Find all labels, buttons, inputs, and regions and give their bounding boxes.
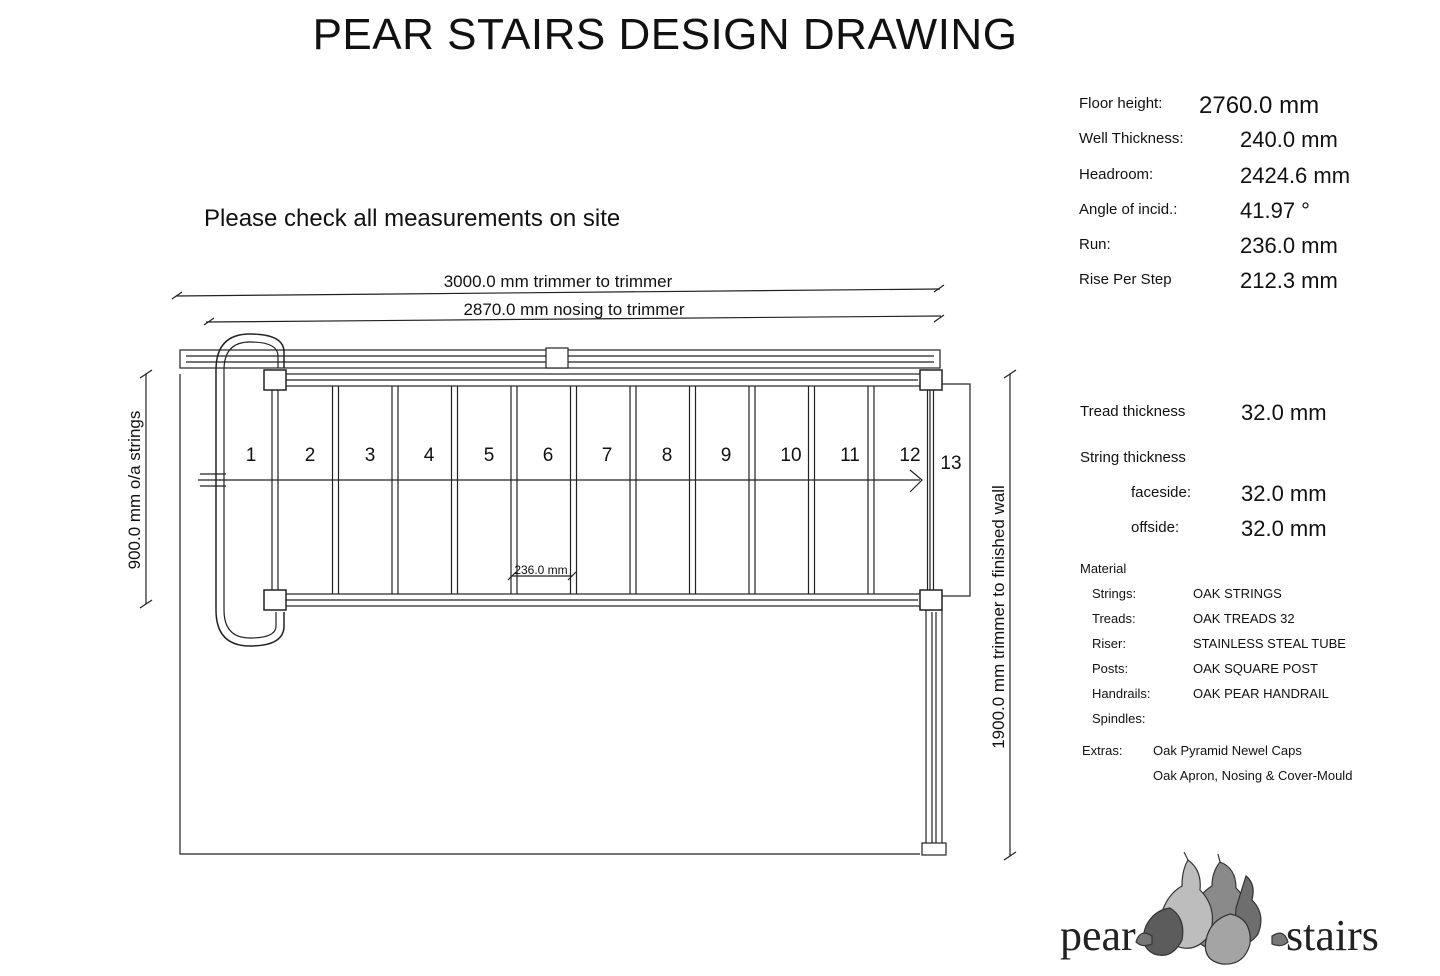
- extras-item: Oak Pyramid Newel Caps: [1153, 743, 1302, 758]
- newel-post: [264, 370, 286, 390]
- faceside-value: 32.0 mm: [1241, 481, 1327, 506]
- step-number: 7: [601, 445, 613, 466]
- offside-value: 32.0 mm: [1241, 516, 1327, 541]
- material-label: Treads:: [1092, 611, 1136, 626]
- material-value: OAK PEAR HANDRAIL: [1193, 686, 1329, 701]
- material-label: Strings:: [1092, 586, 1137, 601]
- step-number: 10: [780, 445, 802, 466]
- spec-value: 2760.0 mm: [1199, 92, 1320, 119]
- pear-stairs-logo: [1060, 848, 1390, 972]
- tread-thickness-label: Tread thickness: [1080, 403, 1186, 420]
- extras-item: Oak Apron, Nosing & Cover-Mould: [1153, 768, 1353, 783]
- dim-label-trimmer: 3000.0 mm trimmer to trimmer: [443, 272, 673, 291]
- step-number: 6: [542, 445, 554, 466]
- logo-word-right: stairs: [1286, 911, 1379, 960]
- step-number: 2: [304, 445, 316, 466]
- spec-label: Angle of incid.:: [1079, 201, 1178, 218]
- material-label: Riser:: [1092, 636, 1126, 651]
- material-label: Posts:: [1092, 661, 1129, 676]
- step-number: 1: [245, 445, 257, 466]
- dim-label-finished-wall: 1900.0 mm trimmer to finished wall: [989, 485, 1008, 749]
- step-number: 8: [661, 445, 673, 466]
- material-heading: Material: [1080, 561, 1127, 576]
- material-value: OAK SQUARE POST: [1193, 661, 1318, 676]
- page-title: PEAR STAIRS DESIGN DRAWING: [312, 10, 1018, 59]
- spec-value: 2424.6 mm: [1240, 163, 1351, 188]
- newel-post: [920, 370, 942, 390]
- site-check-note: Please check all measurements on site: [204, 205, 621, 232]
- spec-value: 236.0 mm: [1240, 233, 1338, 258]
- run-dimension-label: 236.0 mm: [514, 563, 568, 577]
- newel-post: [920, 590, 942, 610]
- spec-value: 212.3 mm: [1240, 268, 1338, 293]
- logo-word-left: pear: [1060, 911, 1136, 960]
- step-number: 12: [899, 445, 921, 466]
- spec-value: 41.97 °: [1240, 198, 1310, 223]
- spec-label: Run:: [1079, 236, 1111, 253]
- step-number: 9: [720, 445, 732, 466]
- newel-post: [264, 590, 286, 610]
- step-number: 13: [940, 453, 962, 474]
- material-value: OAK TREADS 32: [1193, 611, 1295, 626]
- step-numbers: [246, 445, 962, 474]
- riser-lines: [272, 386, 934, 594]
- material-value: STAINLESS STEAL TUBE: [1193, 636, 1346, 651]
- extras-label: Extras:: [1082, 743, 1123, 758]
- spec-value: 240.0 mm: [1240, 127, 1338, 152]
- string-thickness-label: String thickness: [1080, 449, 1186, 466]
- material-value: OAK STRINGS: [1193, 586, 1282, 601]
- faceside-label: faceside:: [1131, 484, 1192, 501]
- step-number: 11: [840, 445, 860, 466]
- step-number: 3: [364, 445, 376, 466]
- material-label: Handrails:: [1092, 686, 1151, 701]
- spec-label: Headroom:: [1079, 166, 1154, 183]
- spec-label: Rise Per Step: [1079, 271, 1172, 288]
- step-number: 4: [423, 445, 435, 466]
- tread-thickness-value: 32.0 mm: [1241, 400, 1327, 425]
- dim-label-oa-strings: 900.0 mm o/a strings: [125, 410, 144, 570]
- offside-label: offside:: [1131, 519, 1180, 536]
- step-number: 5: [483, 445, 495, 466]
- dim-label-nosing: 2870.0 mm nosing to trimmer: [463, 300, 685, 319]
- material-label: Spindles:: [1092, 711, 1146, 726]
- spec-label: Well Thickness:: [1079, 130, 1184, 147]
- spec-label: Floor height:: [1079, 95, 1163, 112]
